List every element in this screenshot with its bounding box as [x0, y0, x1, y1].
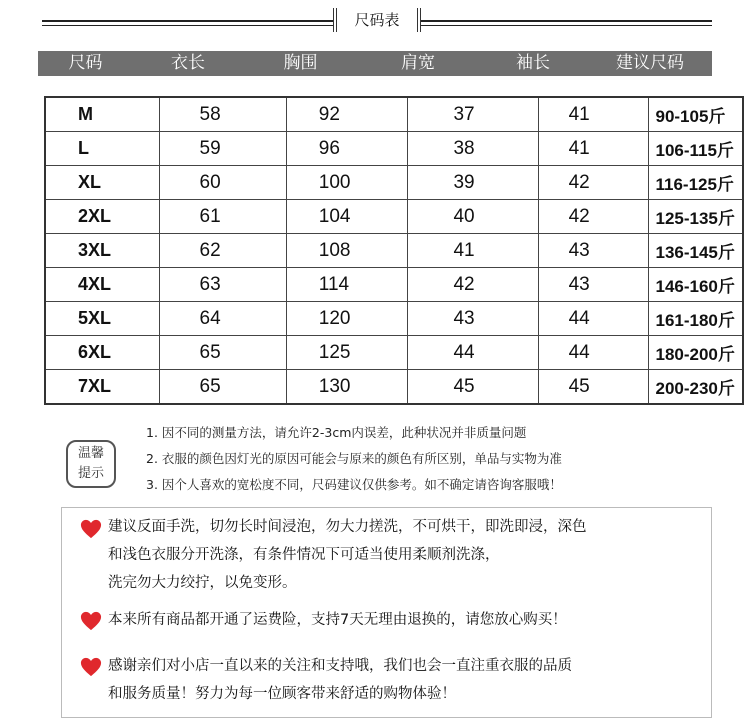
- care-note-line: 和服务质量！努力为每一位顾客带来舒适的购物体验！: [108, 686, 456, 702]
- header-size: 尺码: [68, 53, 103, 73]
- cell-sleeve: 45: [538, 370, 649, 405]
- cell-weight: 116-125斤: [649, 166, 743, 200]
- table-row: [45, 336, 743, 370]
- cell-length: 62: [159, 234, 286, 268]
- cell-sleeve: 42: [538, 200, 649, 234]
- cell-size: XL: [45, 166, 159, 200]
- cell-sleeve: 44: [538, 302, 649, 336]
- header-suggested-size: 建议尺码: [616, 53, 684, 73]
- care-note-line: 洗完勿大力绞拧，以免变形。: [108, 575, 297, 591]
- heart-icon: [80, 610, 102, 632]
- tips-badge-line1: 温馨: [77, 446, 104, 461]
- cell-chest: 96: [286, 132, 408, 166]
- header-length: 衣长: [171, 53, 205, 73]
- warm-tips-badge: [66, 440, 116, 488]
- cell-length: 63: [159, 268, 286, 302]
- table-row: [45, 234, 743, 268]
- cell-sleeve: 42: [538, 166, 649, 200]
- cell-shoulder: 37: [408, 97, 538, 132]
- tip-item: 3. 因个人喜欢的宽松度不同，尺码建议仅供参考。如不确定请咨询客服哦！: [146, 477, 562, 492]
- header-shoulder: 肩宽: [401, 53, 435, 73]
- cell-shoulder: 45: [408, 370, 538, 405]
- cell-chest: 108: [286, 234, 408, 268]
- cell-chest: 130: [286, 370, 408, 405]
- care-note-line: 建议反面手洗，切勿长时间浸泡，勿大力搓洗，不可烘干，即洗即浸，深色: [108, 519, 587, 535]
- care-note-wash: [108, 513, 587, 597]
- care-note-thanks: [108, 652, 572, 708]
- care-note-line: 和浅色衣服分开洗涤，有条件情况下可适当使用柔顺剂洗涤，: [108, 547, 500, 563]
- cell-chest: 100: [286, 166, 408, 200]
- cell-weight: 136-145斤: [649, 234, 743, 268]
- cell-shoulder: 40: [408, 200, 538, 234]
- cell-sleeve: 43: [538, 234, 649, 268]
- cell-sleeve: 43: [538, 268, 649, 302]
- tip-item: 2. 衣服的颜色因灯光的原因可能会与原来的颜色有所区别，单品与实物为准: [146, 451, 562, 466]
- care-note-line: 本来所有商品都开通了运费险，支持7天无理由退换的，请您放心购买！: [108, 612, 567, 628]
- header-sleeve: 袖长: [516, 53, 550, 73]
- cell-shoulder: 39: [408, 166, 538, 200]
- cell-chest: 92: [286, 97, 408, 132]
- cell-size: 7XL: [45, 370, 159, 405]
- cell-chest: 125: [286, 336, 408, 370]
- table-row: [45, 268, 743, 302]
- cell-size: M: [45, 97, 159, 132]
- cell-size: 2XL: [45, 200, 159, 234]
- table-row: [45, 370, 743, 405]
- table-row: [45, 166, 743, 200]
- cell-weight: 106-115斤: [649, 132, 743, 166]
- cell-weight: 90-105斤: [649, 97, 743, 132]
- table-row: [45, 97, 743, 132]
- cell-weight: 161-180斤: [649, 302, 743, 336]
- tips-list: [146, 420, 562, 498]
- cell-chest: 114: [286, 268, 408, 302]
- cell-shoulder: 42: [408, 268, 538, 302]
- cell-shoulder: 43: [408, 302, 538, 336]
- cell-sleeve: 44: [538, 336, 649, 370]
- cell-size: 6XL: [45, 336, 159, 370]
- cell-length: 60: [159, 166, 286, 200]
- cell-length: 64: [159, 302, 286, 336]
- title-bar: [42, 8, 712, 32]
- table-header-bar: [38, 51, 712, 76]
- cell-shoulder: 44: [408, 336, 538, 370]
- care-note-line: 感谢亲们对小店一直以来的关注和支持哦，我们也会一直注重衣服的品质: [108, 658, 572, 674]
- page-title: 尺码表: [333, 8, 421, 32]
- cell-chest: 120: [286, 302, 408, 336]
- cell-weight: 180-200斤: [649, 336, 743, 370]
- cell-size: 4XL: [45, 268, 159, 302]
- cell-length: 59: [159, 132, 286, 166]
- cell-shoulder: 38: [408, 132, 538, 166]
- heart-icon: [80, 656, 102, 678]
- cell-length: 61: [159, 200, 286, 234]
- cell-sleeve: 41: [538, 97, 649, 132]
- cell-sleeve: 41: [538, 132, 649, 166]
- care-note-shipping: [108, 606, 567, 634]
- cell-size: 5XL: [45, 302, 159, 336]
- cell-shoulder: 41: [408, 234, 538, 268]
- cell-weight: 146-160斤: [649, 268, 743, 302]
- cell-length: 65: [159, 370, 286, 405]
- cell-size: L: [45, 132, 159, 166]
- tip-item: 1. 因不同的测量方法，请允许2-3cm内误差，此种状况并非质量问题: [146, 425, 527, 440]
- cell-chest: 104: [286, 200, 408, 234]
- cell-size: 3XL: [45, 234, 159, 268]
- heart-icon: [80, 518, 102, 540]
- table-row: [45, 302, 743, 336]
- cell-weight: 125-135斤: [649, 200, 743, 234]
- table-row: [45, 200, 743, 234]
- cell-weight: 200-230斤: [649, 370, 743, 405]
- table-row: [45, 132, 743, 166]
- cell-length: 58: [159, 97, 286, 132]
- tips-badge-line2: 提示: [77, 466, 104, 481]
- cell-length: 65: [159, 336, 286, 370]
- size-table: [44, 96, 744, 405]
- header-chest: 胸围: [283, 53, 318, 73]
